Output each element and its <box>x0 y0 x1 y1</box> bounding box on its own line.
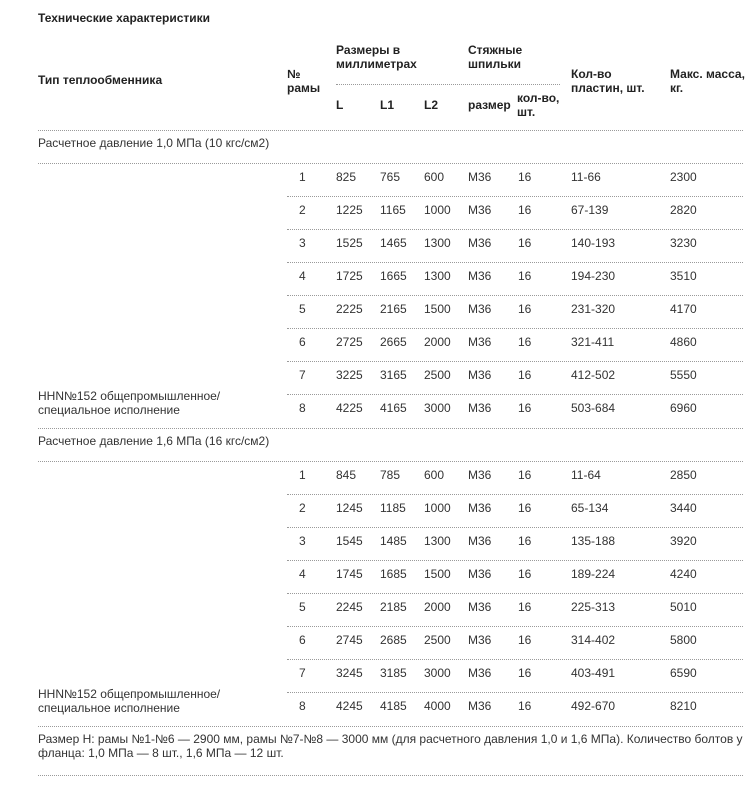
cell-plates: 492-670 <box>571 699 616 713</box>
cell-count: 16 <box>518 501 532 515</box>
footnote: Размер Н: рамы №1-№6 — 2900 мм, рамы №7-№8 — 3000 мм (для расчетного давления 1,0 и 1,6 МПа). Количество болтов у фланца: 1,0 МПа — 8 шт., 1,6 МПа — 12 шт. <box>38 732 743 760</box>
cell-plates: 67-139 <box>571 203 609 217</box>
row-divider <box>287 626 743 627</box>
header-L: L <box>336 98 344 112</box>
cell-l2: 1500 <box>424 302 451 316</box>
cell-frame: 3 <box>299 236 306 250</box>
header-divider <box>336 84 560 85</box>
cell-size: М36 <box>468 302 492 316</box>
cell-l2: 2500 <box>424 633 451 647</box>
section-label: Расчетное давление 1,6 МПа (16 кгс/см2) <box>38 434 270 448</box>
cell-l1: 785 <box>380 468 401 482</box>
cell-l: 845 <box>336 468 357 482</box>
cell-l2: 1000 <box>424 501 451 515</box>
cell-size: М36 <box>468 600 492 614</box>
cell-frame: 3 <box>299 534 306 548</box>
cell-mass: 2820 <box>670 203 697 217</box>
cell-l2: 1000 <box>424 203 451 217</box>
section-header-divider <box>38 163 743 164</box>
row-divider <box>287 394 743 395</box>
cell-count: 16 <box>518 468 532 482</box>
cell-mass: 4860 <box>670 335 697 349</box>
row-divider <box>287 527 743 528</box>
cell-plates: 231-320 <box>571 302 616 316</box>
cell-l1: 1185 <box>380 501 406 515</box>
cell-l1: 2685 <box>380 633 407 647</box>
cell-l: 1725 <box>336 269 363 283</box>
cell-plates: 11-64 <box>571 468 601 482</box>
row-divider <box>287 692 743 693</box>
cell-count: 16 <box>518 633 532 647</box>
cell-frame: 2 <box>299 501 306 515</box>
cell-count: 16 <box>518 666 532 680</box>
cell-l2: 600 <box>424 468 445 482</box>
cell-mass: 5010 <box>670 600 697 614</box>
cell-mass: 3920 <box>670 534 697 548</box>
cell-l: 1225 <box>336 203 363 217</box>
header-mass: Макс. масса, кг. <box>670 67 745 95</box>
footnote-top-divider <box>38 726 743 727</box>
cell-l1: 1685 <box>380 567 407 581</box>
cell-mass: 6590 <box>670 666 697 680</box>
row-divider <box>287 229 743 230</box>
cell-mass: 3440 <box>670 501 697 515</box>
header-L2: L2 <box>424 98 439 112</box>
header-dimensions-group: Размеры в миллиметрах <box>336 43 417 71</box>
cell-l1: 1465 <box>380 236 407 250</box>
cell-plates: 412-502 <box>571 368 616 382</box>
section-top-divider <box>38 428 743 429</box>
header-type: Тип теплообменника <box>38 73 163 87</box>
row-divider <box>287 560 743 561</box>
cell-l2: 1500 <box>424 567 451 581</box>
cell-size: М36 <box>468 236 492 250</box>
header-studs-group: Стяжные шпильки <box>468 43 523 71</box>
cell-l: 825 <box>336 170 357 184</box>
cell-l2: 1300 <box>424 269 451 283</box>
cell-l2: 2000 <box>424 335 451 349</box>
cell-frame: 1 <box>299 468 306 482</box>
cell-l: 1545 <box>336 534 363 548</box>
cell-l1: 2185 <box>380 600 407 614</box>
cell-mass: 3230 <box>670 236 697 250</box>
row-divider <box>287 295 743 296</box>
cell-l: 2745 <box>336 633 363 647</box>
cell-plates: 225-313 <box>571 600 616 614</box>
cell-frame: 4 <box>299 567 306 581</box>
page-title: Технические характеристики <box>38 11 211 25</box>
cell-mass: 3510 <box>670 269 697 283</box>
cell-l2: 2500 <box>424 368 451 382</box>
cell-frame: 6 <box>299 633 306 647</box>
cell-mass: 5800 <box>670 633 697 647</box>
cell-frame: 2 <box>299 203 306 217</box>
cell-plates: 65-134 <box>571 501 609 515</box>
header-stud-count: кол-во, шт. <box>517 91 560 119</box>
cell-count: 16 <box>518 600 532 614</box>
cell-l1: 3185 <box>380 666 407 680</box>
cell-size: М36 <box>468 170 492 184</box>
cell-mass: 4170 <box>670 302 697 316</box>
cell-l1: 4185 <box>380 699 407 713</box>
header-stud-size: размер <box>468 98 511 112</box>
cell-size: М36 <box>468 501 492 515</box>
cell-l1: 2165 <box>380 302 407 316</box>
cell-l: 2725 <box>336 335 363 349</box>
section-label: Расчетное давление 1,0 МПа (10 кгс/см2) <box>38 136 270 150</box>
cell-plates: 503-684 <box>571 401 616 415</box>
cell-mass: 4240 <box>670 567 697 581</box>
cell-plates: 194-230 <box>571 269 616 283</box>
cell-frame: 1 <box>299 170 306 184</box>
cell-l: 3225 <box>336 368 363 382</box>
cell-l2: 4000 <box>424 699 451 713</box>
cell-count: 16 <box>518 269 532 283</box>
cell-size: М36 <box>468 335 492 349</box>
cell-count: 16 <box>518 236 532 250</box>
cell-count: 16 <box>518 699 532 713</box>
cell-frame: 6 <box>299 335 306 349</box>
cell-frame: 7 <box>299 666 306 680</box>
cell-mass: 8210 <box>670 699 697 713</box>
cell-size: М36 <box>468 633 492 647</box>
cell-plates: 321-411 <box>571 335 615 349</box>
cell-l1: 765 <box>380 170 401 184</box>
row-divider <box>287 328 743 329</box>
cell-plates: 140-193 <box>571 236 616 250</box>
cell-size: М36 <box>468 203 492 217</box>
row-divider <box>287 659 743 660</box>
cell-size: М36 <box>468 567 492 581</box>
cell-count: 16 <box>518 401 532 415</box>
cell-mass: 5550 <box>670 368 697 382</box>
cell-l1: 2665 <box>380 335 407 349</box>
row-divider <box>287 196 743 197</box>
cell-l: 1525 <box>336 236 363 250</box>
cell-plates: 403-491 <box>571 666 616 680</box>
cell-l1: 4165 <box>380 401 407 415</box>
cell-l: 4245 <box>336 699 363 713</box>
cell-l2: 600 <box>424 170 445 184</box>
cell-count: 16 <box>518 203 532 217</box>
exchanger-type-name: ННN№152 общепромышленное/ специальное исполнение <box>38 389 221 417</box>
cell-l2: 1300 <box>424 236 451 250</box>
row-divider <box>287 361 743 362</box>
cell-plates: 11-66 <box>571 170 601 184</box>
cell-frame: 5 <box>299 600 306 614</box>
cell-l2: 1300 <box>424 534 451 548</box>
cell-count: 16 <box>518 335 532 349</box>
cell-l: 2245 <box>336 600 363 614</box>
exchanger-type-name: ННN№152 общепромышленное/ специальное исполнение <box>38 687 221 715</box>
cell-frame: 5 <box>299 302 306 316</box>
cell-l1: 3165 <box>380 368 407 382</box>
cell-mass: 2300 <box>670 170 697 184</box>
cell-size: М36 <box>468 534 492 548</box>
cell-l: 1745 <box>336 567 363 581</box>
row-divider <box>287 494 743 495</box>
cell-frame: 7 <box>299 368 306 382</box>
row-divider <box>287 262 743 263</box>
cell-plates: 314-402 <box>571 633 616 647</box>
section-header-divider <box>38 461 743 462</box>
cell-count: 16 <box>518 567 532 581</box>
section-top-divider <box>38 130 743 131</box>
header-L1: L1 <box>380 98 395 112</box>
cell-size: М36 <box>468 269 492 283</box>
cell-mass: 2850 <box>670 468 697 482</box>
cell-l2: 3000 <box>424 666 451 680</box>
cell-l: 3245 <box>336 666 363 680</box>
cell-size: М36 <box>468 368 492 382</box>
cell-count: 16 <box>518 534 532 548</box>
cell-l: 1245 <box>336 501 363 515</box>
cell-l1: 1665 <box>380 269 407 283</box>
cell-count: 16 <box>518 368 532 382</box>
cell-l: 2225 <box>336 302 363 316</box>
cell-l: 4225 <box>336 401 363 415</box>
cell-size: М36 <box>468 699 492 713</box>
cell-frame: 8 <box>299 699 306 713</box>
cell-count: 16 <box>518 170 532 184</box>
cell-size: М36 <box>468 401 492 415</box>
cell-l1: 1485 <box>380 534 407 548</box>
cell-l2: 2000 <box>424 600 451 614</box>
cell-frame: 8 <box>299 401 306 415</box>
cell-l1: 1165 <box>380 203 406 217</box>
row-divider <box>287 593 743 594</box>
header-frame-no: № рамы <box>287 67 321 95</box>
cell-count: 16 <box>518 302 532 316</box>
cell-plates: 189-224 <box>571 567 616 581</box>
footnote-divider <box>38 775 743 776</box>
cell-mass: 6960 <box>670 401 697 415</box>
header-plates: Кол-во пластин, шт. <box>571 67 645 95</box>
cell-size: М36 <box>468 468 492 482</box>
cell-plates: 135-188 <box>571 534 616 548</box>
cell-size: М36 <box>468 666 492 680</box>
cell-l2: 3000 <box>424 401 451 415</box>
cell-frame: 4 <box>299 269 306 283</box>
